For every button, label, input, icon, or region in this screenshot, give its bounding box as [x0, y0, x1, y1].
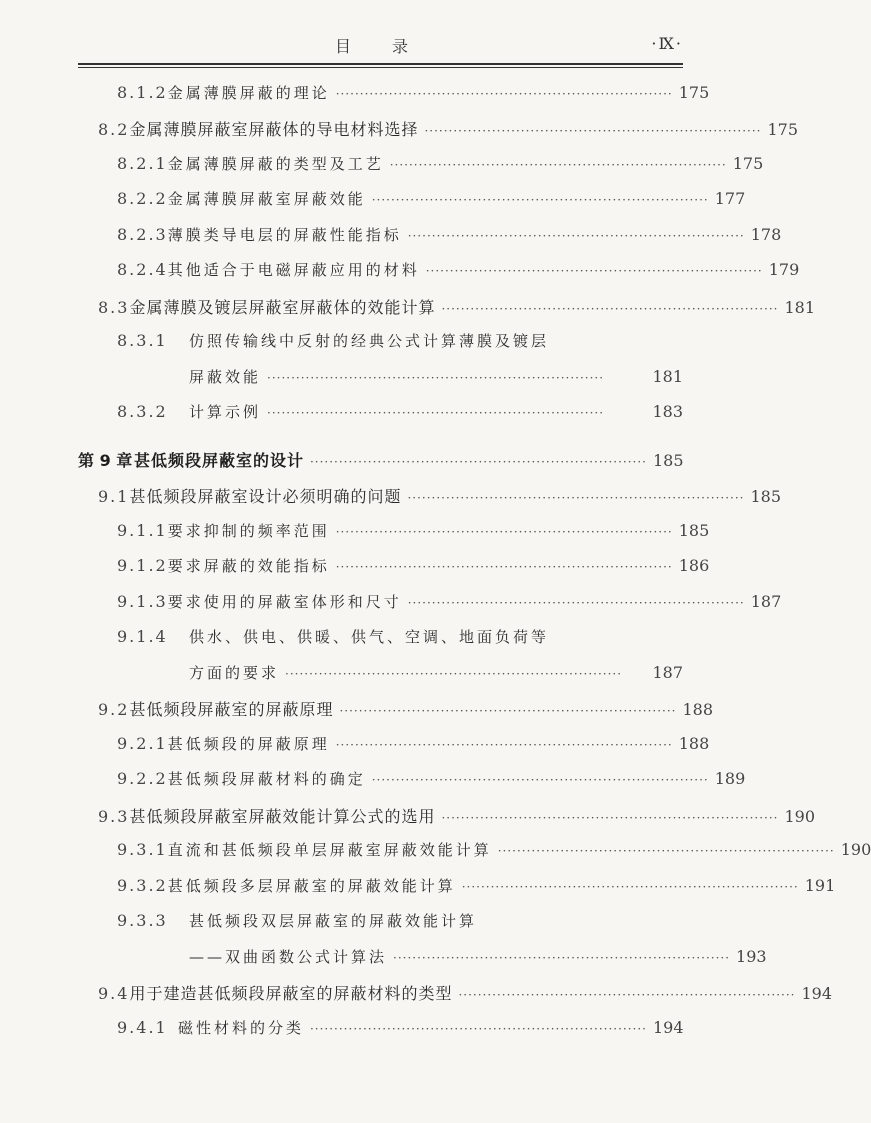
- toc-entry[interactable]: [98, 484, 782, 514]
- chapter-number: 第 9 章: [78, 451, 133, 470]
- dot-leader: ······································································: [407, 596, 745, 610]
- header-title: 目 录: [334, 37, 427, 56]
- toc-entry[interactable]: [117, 153, 764, 183]
- toc-entry-page: 185: [653, 451, 684, 470]
- toc-entry[interactable]: [117, 875, 836, 905]
- toc-entry-page: 188: [678, 734, 710, 753]
- toc-entry-number: 8.2.4: [117, 260, 168, 279]
- toc-entry-title: 磁性材料的分类: [177, 1019, 304, 1037]
- toc-entry[interactable]: [117, 555, 710, 585]
- dot-leader: ······································································: [441, 811, 779, 825]
- toc-entry[interactable]: [117, 401, 683, 431]
- dot-leader: ······································································: [309, 455, 647, 469]
- toc-entry-title: 要求抑制的频率范围: [167, 522, 330, 540]
- dot-leader: ······································································: [407, 229, 745, 243]
- toc-entry-number: 9.3.3: [117, 911, 168, 930]
- toc-entry-continuation[interactable]: [189, 946, 767, 976]
- toc-entry-number: 9.2.2: [117, 769, 168, 788]
- toc-entry[interactable]: [117, 768, 746, 798]
- toc-entry-number: 9.1: [98, 487, 130, 506]
- header-rule-thin: [78, 67, 683, 68]
- toc-entry-page: 177: [714, 189, 746, 208]
- toc-entry-title: 用于建造甚低频段屏蔽室的屏蔽材料的类型: [129, 984, 453, 1003]
- dot-leader: ······································································: [497, 844, 835, 858]
- toc-entry-title: ——双曲函数公式计算法: [189, 948, 388, 966]
- toc-entry-continuation[interactable]: [189, 366, 683, 396]
- toc-entry-number: 9.1.3: [117, 592, 168, 611]
- toc-entry-number: 9.2.1: [117, 734, 168, 753]
- toc-entry-title: 方面的要求: [189, 664, 280, 682]
- toc-entry-title: 仿照传输线中反射的经典公式计算薄膜及镀层: [189, 332, 550, 350]
- dot-leader: ······································································: [267, 406, 605, 420]
- dot-leader: ······································································: [458, 988, 796, 1002]
- toc-entry-number: 8.3.1: [117, 331, 168, 350]
- toc-entry-title: 甚低频段屏蔽室的屏蔽原理: [129, 700, 334, 719]
- toc-entry-page: 190: [784, 807, 816, 826]
- toc-entry-title: 计算示例: [189, 403, 262, 421]
- toc-entry-number: 8.2: [98, 120, 130, 139]
- toc-entry-page: 181: [652, 367, 683, 386]
- toc-entry[interactable]: [98, 295, 816, 325]
- toc-entry-title: 供水、供电、供暖、供气、空调、地面负荷等: [189, 628, 550, 646]
- toc-entry-page: 181: [784, 298, 816, 317]
- dot-leader: ······································································: [371, 773, 709, 787]
- dot-leader: ······································································: [335, 525, 673, 539]
- toc-entry-title: 甚低频段双层屏蔽室的屏蔽效能计算: [189, 912, 478, 930]
- toc-chapter-entry[interactable]: [78, 448, 683, 478]
- dot-leader: ······································································: [393, 951, 731, 965]
- toc-entry-number: 9.1.2: [117, 556, 168, 575]
- toc-entry-title: 要求屏蔽的效能指标: [167, 557, 330, 575]
- toc-entry-number: 9.1.4: [117, 627, 168, 646]
- toc-entry-page: 191: [804, 876, 836, 895]
- toc-entry[interactable]: [117, 330, 683, 360]
- toc-entry-number: 9.3: [98, 807, 130, 826]
- toc-entry-title: 屏蔽效能: [189, 368, 262, 386]
- toc-entry-number: 8.2.1: [117, 154, 168, 173]
- toc-entry-page: 175: [767, 120, 799, 139]
- toc-entry[interactable]: [117, 733, 710, 763]
- toc-entry[interactable]: [117, 839, 871, 869]
- toc-entry-title: 其他适合于电磁屏蔽应用的材料: [167, 261, 420, 279]
- toc-entry-title: 甚低频段屏蔽室设计必须明确的问题: [129, 487, 402, 506]
- dot-leader: ······································································: [335, 87, 673, 101]
- toc-entry-page: 178: [750, 225, 782, 244]
- toc-entry-number: 8.2.3: [117, 225, 168, 244]
- toc-entry-page: 179: [768, 260, 800, 279]
- toc-entry-page: 194: [801, 984, 833, 1003]
- page-header: [78, 30, 683, 58]
- toc-entry-number: 8.3.2: [117, 402, 168, 421]
- toc-entry[interactable]: [117, 1017, 683, 1047]
- toc-entry-number: 8.3: [98, 298, 130, 317]
- toc-entry-title: 金属薄膜屏蔽室屏蔽效能: [167, 190, 366, 208]
- dot-leader: ······································································: [339, 704, 677, 718]
- dot-leader: ······································································: [285, 667, 623, 681]
- toc-entry-page: 188: [682, 700, 714, 719]
- toc-entry[interactable]: [117, 626, 683, 656]
- toc-entry-page: 190: [840, 840, 871, 859]
- toc-entry[interactable]: [117, 224, 782, 254]
- toc-entry-number: 9.3.2: [117, 876, 168, 895]
- toc-entry-page: 187: [652, 663, 683, 682]
- toc-entry[interactable]: [117, 520, 710, 550]
- toc-entry-page: 186: [678, 556, 710, 575]
- dot-leader: ······································································: [424, 124, 762, 138]
- toc-entry-number: 9.4: [98, 984, 130, 1003]
- toc-entry-title: 甚低频段屏蔽室屏蔽效能计算公式的选用: [129, 807, 436, 826]
- toc-entry-page: 175: [732, 154, 764, 173]
- toc-entry-title: 甚低频段的屏蔽原理: [167, 735, 330, 753]
- toc-entry[interactable]: [117, 259, 800, 289]
- toc-entry-page: 185: [750, 487, 782, 506]
- toc-entry-title: 直流和甚低频段单层屏蔽室屏蔽效能计算: [167, 841, 492, 859]
- toc-entry-number: 9.1.1: [117, 521, 168, 540]
- toc-entry-page: 189: [714, 769, 746, 788]
- toc-entry-number: 9.2: [98, 700, 130, 719]
- toc-entry-title: 金属薄膜屏蔽的类型及工艺: [167, 155, 384, 173]
- toc-entry-page: 194: [653, 1018, 684, 1037]
- dot-leader: ······································································: [461, 880, 799, 894]
- toc-entry[interactable]: [117, 82, 710, 112]
- toc-entry-title: 金属薄膜及镀层屏蔽室屏蔽体的效能计算: [129, 298, 436, 317]
- toc-entry-title: 金属薄膜屏蔽室屏蔽体的导电材料选择: [129, 120, 419, 139]
- toc-entry[interactable]: [98, 981, 833, 1011]
- toc-entry[interactable]: [98, 117, 799, 147]
- toc-entry-page: 187: [750, 592, 782, 611]
- toc-entry-title: 薄膜类导电层的屏蔽性能指标: [167, 226, 402, 244]
- header-rule: [78, 63, 683, 65]
- toc-entry-title: 甚低频段多层屏蔽室的屏蔽效能计算: [167, 877, 456, 895]
- dot-leader: ······································································: [425, 264, 763, 278]
- toc-entry-page: 193: [736, 947, 767, 966]
- dot-leader: ······································································: [389, 158, 727, 172]
- toc-entry-number: 9.3.1: [117, 840, 168, 859]
- toc-entry-number: 8.2.2: [117, 189, 168, 208]
- toc-entry-title: 甚低频段屏蔽材料的确定: [167, 770, 366, 788]
- dot-leader: ······································································: [407, 491, 745, 505]
- toc-entry-page: 183: [652, 402, 683, 421]
- toc-entry-title: 金属薄膜屏蔽的理论: [167, 84, 330, 102]
- toc-entry[interactable]: [98, 697, 714, 727]
- dot-leader: ······································································: [309, 1022, 647, 1036]
- toc-entry-continuation[interactable]: [189, 662, 683, 692]
- header-page-number: ·Ⅸ·: [651, 34, 683, 53]
- toc-entry[interactable]: [117, 910, 683, 940]
- toc-entry-title: 要求使用的屏蔽室体形和尺寸: [167, 593, 402, 611]
- toc-entry[interactable]: [98, 804, 816, 834]
- chapter-title: 甚低频段屏蔽室的设计: [133, 451, 304, 470]
- toc-entry[interactable]: [117, 591, 782, 621]
- toc-entry-number: 9.4.1: [117, 1018, 168, 1037]
- dot-leader: ······································································: [335, 738, 673, 752]
- dot-leader: ······································································: [267, 371, 605, 385]
- toc-entry[interactable]: [117, 188, 746, 218]
- toc-entry-number: 8.1.2: [117, 83, 168, 102]
- dot-leader: ······································································: [371, 193, 709, 207]
- toc-entry-page: 175: [678, 83, 710, 102]
- dot-leader: ······································································: [441, 302, 779, 316]
- toc-entry-page: 185: [678, 521, 710, 540]
- dot-leader: ······································································: [335, 560, 673, 574]
